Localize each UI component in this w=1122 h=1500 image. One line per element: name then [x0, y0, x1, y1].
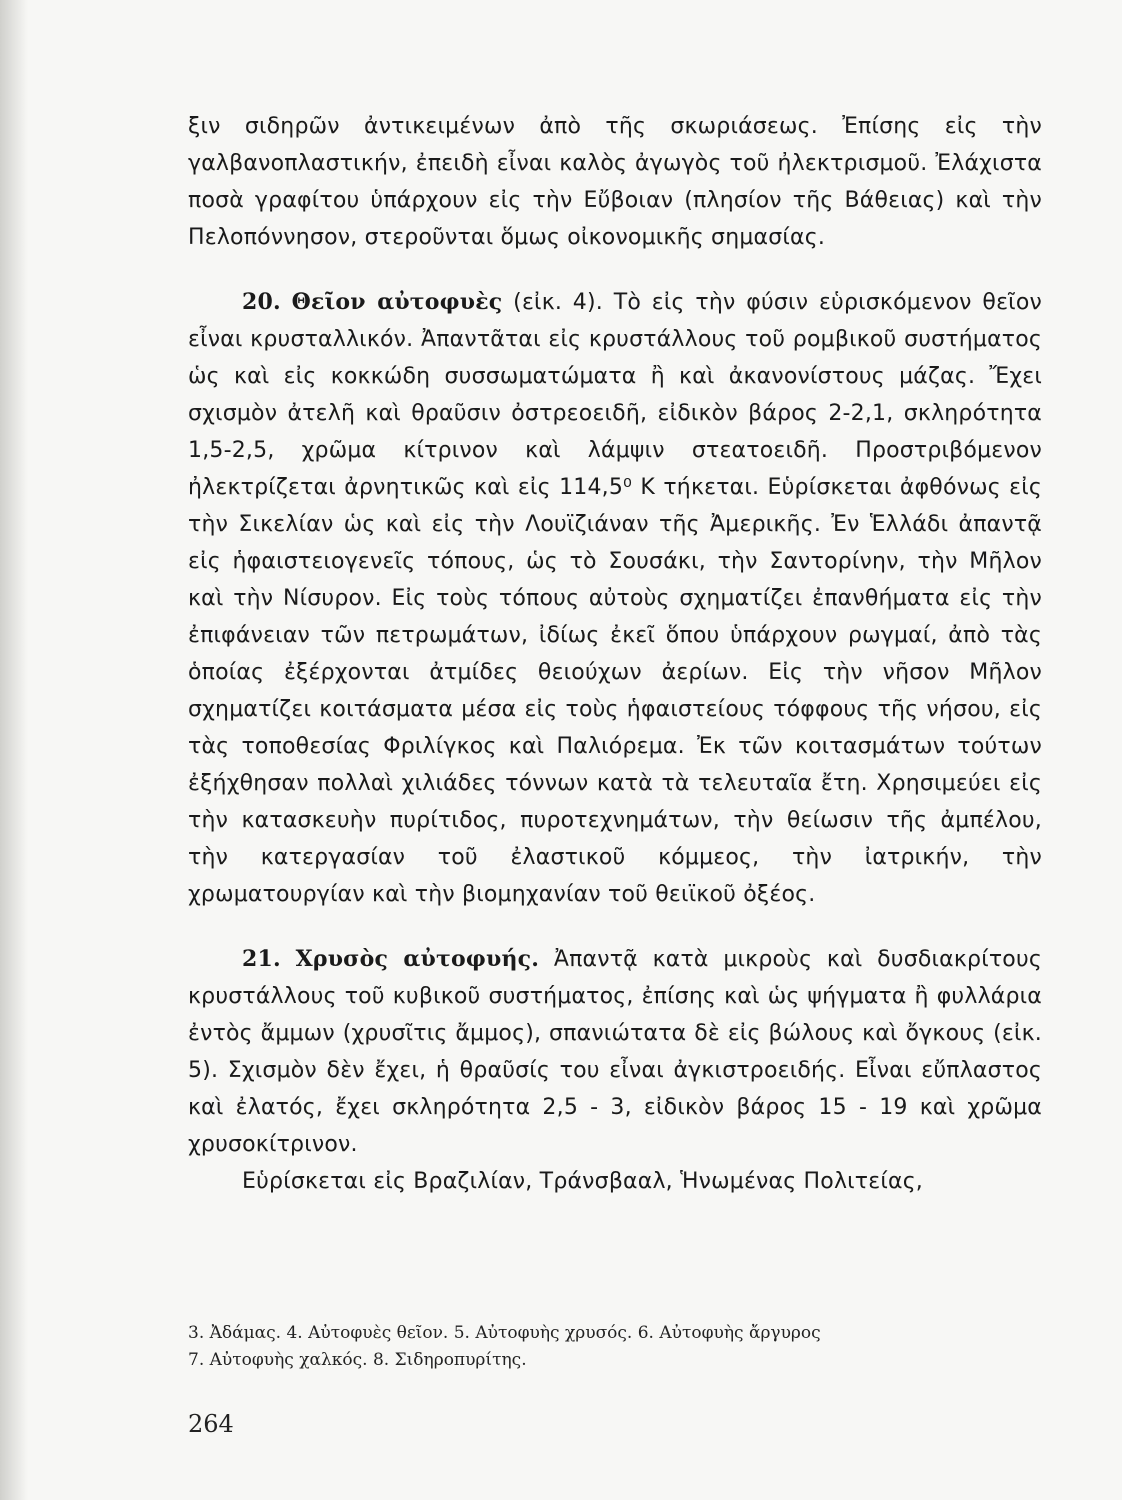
footnotes	[188, 1320, 1042, 1374]
page-number: 264	[188, 1410, 234, 1438]
binding-shadow	[0, 0, 28, 1500]
section-20	[188, 284, 1042, 913]
section-21-title: Χρυσὸς αὐτοφυής.	[295, 946, 540, 972]
paragraph-graphite: ξιν σιδηρῶν ἀντικειμένων ἀπὸ τῆς σκωριάσεως. Ἐπίσης εἰς τὴν γαλβανοπλαστικήν, ἐπειδὴ εἶναι καλὸς ἀγωγὸς τοῦ ἠλεκτρισμοῦ. Ἐλάχιστα ποσὰ γραφίτου ὑπάρχουν εἰς τὴν Εὔβοιαν (πλησίον τῆς Βάθειας) καὶ τὴν Πελοπόννησον, στεροῦνται ὅμως οἰκονομικῆς σημασίας.	[188, 114, 1042, 250]
section-21-body: Ἀπαντᾷ κατὰ μικροὺς καὶ δυσδιακρίτους κρυστάλλους τοῦ κυβικοῦ συστήματος, ἐπίσης καὶ ὡς ψήγματα ἢ φυλλάρια ἐντὸς ἄμμων (χρυσῖτις ἄμμος), σπανιώτατα δὲ εἰς βώλους καὶ ὄγκους (εἰκ. 5). Σχισμὸν δὲν ἔχει, ἡ θραῦσίς του εἶναι ἀγκιστροειδής. Εἶναι εὔπλαστος καὶ ἐλατός, ἔχει σκληρότητα 2,5 - 3, εἰδικὸν βάρος 15 - 19 καὶ χρῶμα χρυσοκίτρινον.	[188, 947, 1042, 1157]
section-gap	[188, 913, 1042, 941]
section-gap	[188, 256, 1042, 284]
section-21	[188, 941, 1042, 1163]
paragraph-locations: Εὑρίσκεται εἰς Βραζιλίαν, Τράνσβααλ, Ἡνωμένας Πολιτείας,	[242, 1169, 923, 1194]
section-21-number: 21.	[242, 946, 281, 972]
section-20-title: Θεῖον αὐτοφυὲς	[291, 289, 503, 315]
section-20-number: 20.	[242, 289, 281, 315]
section-20-body: (εἰκ. 4). Τὸ εἰς τὴν φύσιν εὑρισκόμενον θεῖον εἶναι κρυσταλλικόν. Ἀπαντᾶται εἰς κρυστάλλους τοῦ ρομβικοῦ συστήματος ὡς καὶ εἰς κοκκώδη συσσωματώματα ἢ καὶ ἀκανονίστους μάζας. Ἔχει σχισμὸν ἀτελῆ καὶ θραῦσιν ὀστρεοειδῆ, εἰδικὸν βάρος 2-2,1, σκληρότητα 1,5-2,5, χρῶμα κίτρινον καὶ λάμψιν στεατοειδῆ. Προστριβόμενον ἠλεκτρίζεται ἀρνητικῶς καὶ εἰς 114,5⁰ K τήκεται. Εὑρίσκεται ἀφθόνως εἰς τὴν Σικελίαν ὡς καὶ εἰς τὴν Λουϊζιάναν τῆς Ἀμερικῆς. Ἐν Ἑλλάδι ἀπαντᾷ εἰς ἡφαιστειογενεῖς τόπους, ὡς τὸ Σουσάκι, τὴν Σαντορίνην, τὴν Μῆλον καὶ τὴν Νίσυρον. Εἰς τοὺς τόπους αὐτοὺς σχηματίζει ἐπανθήματα εἰς τὴν ἐπιφάνειαν τῶν πετρωμάτων, ἰδίως ἐκεῖ ὅπου ὑπάρχουν ρωγμαί, ἀπὸ τὰς ὁποίας ἐξέρχονται ἀτμίδες θειούχων ἀερίων. Εἰς τὴν νῆσον Μῆλον σχηματίζει κοιτάσματα μέσα εἰς τοὺς ἡφαιστείους τόφφους τῆς νήσου, εἰς τὰς τοποθεσίας Φριλίγκος καὶ Παλιόρεμα. Ἐκ τῶν κοιτασμάτων τούτων ἐξήχθησαν πολλαὶ χιλιάδες τόννων κατὰ τὰ τελευταῖα ἔτη. Χρησιμεύει εἰς τὴν κατασκευὴν πυρίτιδος, πυροτεχνημάτων, τὴν θείωσιν τῆς ἀμπέλου, τὴν κατεργασίαν τοῦ ἐλαστικοῦ κόμμεος, τὴν ἰατρικήν, τὴν χρωματουργίαν καὶ τὴν βιομηχανίαν τοῦ θειϊκοῦ ὀξέος.	[188, 290, 1042, 907]
main-text	[188, 108, 1042, 1200]
footnote-line-1: 3. Ἀδάμας. 4. Αὐτοφυὲς θεῖον. 5. Αὐτοφυὴς χρυσός. 6. Αὐτοφυὴς ἄργυρος	[188, 1323, 821, 1343]
footnote-line-2: 7. Αὐτοφυὴς χαλκός. 8. Σιδηροπυρίτης.	[188, 1350, 527, 1370]
